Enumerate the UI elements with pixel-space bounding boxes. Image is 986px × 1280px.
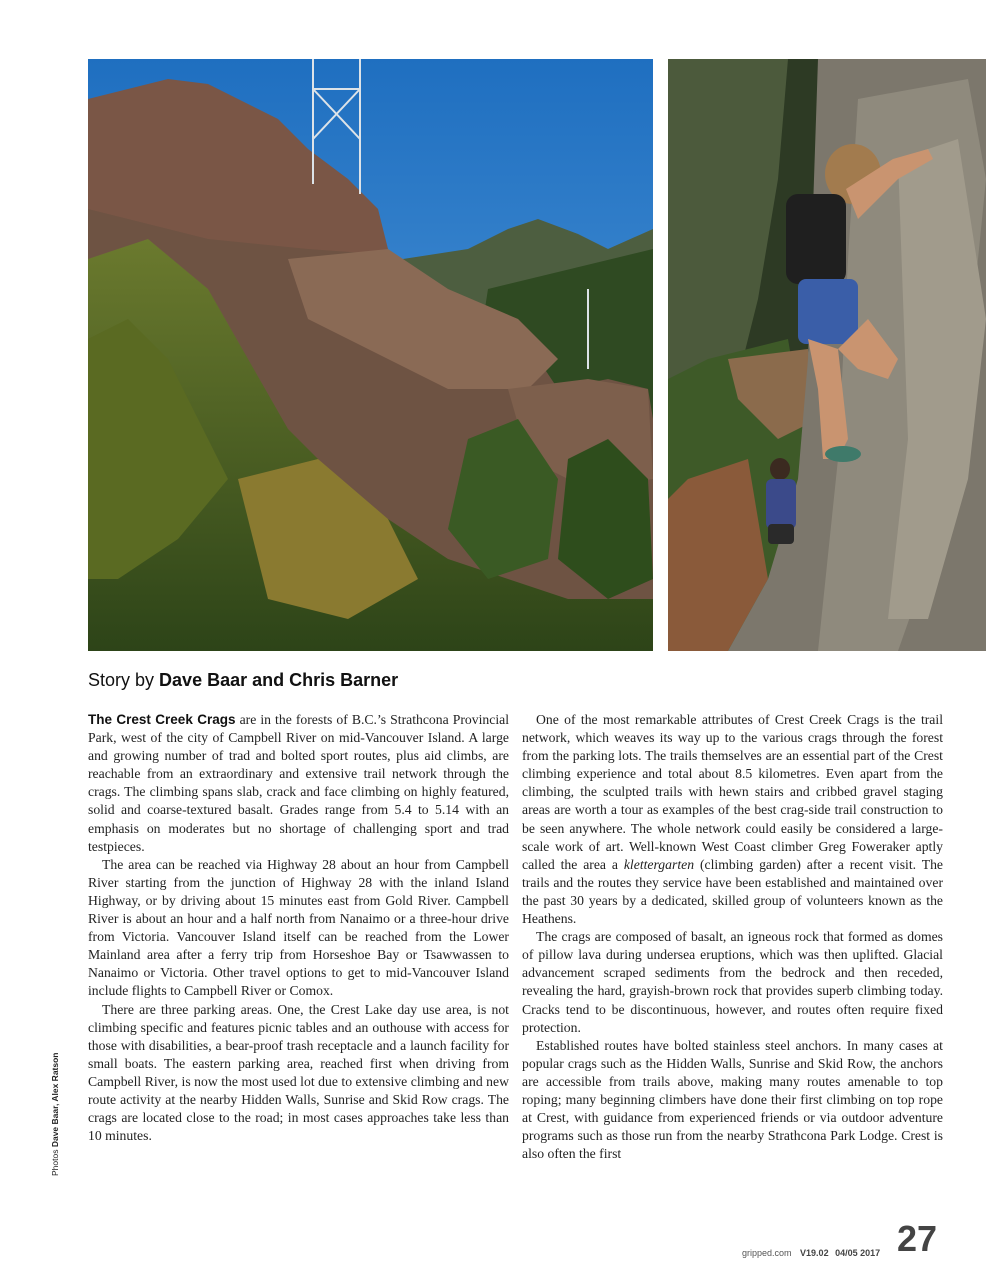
byline-prefix: Story by	[88, 670, 155, 690]
article-paragraph	[522, 711, 943, 928]
page-number: 27	[897, 1218, 938, 1259]
paragraph-text: are in the forests of B.C.’s Strathcona Provincial Park, west of the city of Campbell River on mid-Vancouver Island. A large and growing number of trad and bolted sport routes, plus aid climbs, are reachable from an extraordinary and extensive trail network through the crags. The climbing spans slab, crack and face climbing on highly featured, solid and coarse-textured basalt. Grades range from 5.4 to 5.14 with an emphasis on moderates but no shortage of challenging sport and trad testpieces.	[88, 712, 510, 854]
byline-authors: Dave Baar and Chris Barner	[159, 670, 399, 690]
italic-term: klettergarten	[623, 856, 695, 872]
article-lead: The Crest Creek Crags	[88, 712, 236, 727]
article-paragraph: Established routes have bolted stainless steel anchors. In many cases at popular crags such as the Hidden Walls, Sunrise and Skid Row, the anchors are accessible from trails above, making many routes amenable to top roping; many beginning climbers have done their first climbing on top rope at Crest, with guidance from experienced friends or via outdoor adventure programs such as those run from the nearby Strathcona Park Lodge. Crest is also often the first	[522, 1037, 943, 1162]
footer-site: gripped.com	[742, 1248, 792, 1258]
paragraph-text: One of the most remarkable attributes of Crest Creek Crags is the trail network, which weaves its way up to the various crags through the forest from the parking lots. The trails themselves are an essential part of the Crest climbing experience and total about 8.5 kilometres. Even apart from the climbing, the sculpted trails with hewn stairs and cribbed gravel staging areas are worth a tour as examples of the best crag-side trail construction to be seen anywhere. The whole network could easily be considered a large-scale work of art. Well-known West Coast climber Greg Foweraker aptly called the area a	[522, 712, 943, 872]
sunrise-area-photo	[88, 59, 653, 651]
article-paragraph	[88, 711, 509, 856]
sunrise-crag-photo-icon	[88, 59, 653, 651]
article-column-left	[88, 711, 509, 1145]
page-footer	[742, 1248, 880, 1258]
paragraph-text: (climbing garden) after a recent visit. The trails and the routes they service have been established and maintained over the past 30 years by a dedicated, skilled group of volunteers known as the Heathens.	[522, 856, 943, 927]
credit-label: Photos	[50, 1149, 60, 1176]
footer-date: 04/05 2017	[835, 1248, 881, 1258]
credit-names: Dave Baar, Alex Ratson	[50, 1052, 60, 1148]
climber-on-basalt-photo-icon	[668, 59, 986, 651]
photo-credit	[50, 1053, 60, 1177]
article-paragraph: There are three parking areas. One, the Crest Lake day use area, is not climbing specific and features picnic tables and an outhouse with access for those with disabilities, a bear-proof trash receptacle and a launch facility for small boats. The eastern parking area, reached first when driving from Campbell River, is now the most used lot due to extensive climbing and new route activity at the nearby Hidden Walls, Sunrise and Skid Row crags. The crags are located close to the road; in most cases approaches take less than 10 minutes.	[88, 1001, 509, 1144]
article-column-right	[522, 711, 943, 1163]
article-paragraph: The area can be reached via Highway 28 about an hour from Campbell River starting from the junction of Highway 28 with the inland Island Highway, or by driving about 15 minutes east from Gold River. Campbell River is about an hour and a half north from Nanaimo or a three-hour drive from Victoria. Vancouver Island itself can be reached from the Lower Mainland area after a ferry trip from Horseshoe Bay or Tsawwassen to Nanaimo or Victoria. Other travel options to get to mid-Vancouver Island include flights to Campbell River or Comox.	[88, 856, 509, 999]
climber-photo	[668, 59, 986, 651]
article-paragraph: The crags are composed of basalt, an igneous rock that formed as domes of pillow lava during undersea eruptions, which was then uplifted. Glacial advancement scraped sediments from the bedrock and then receded, revealing the hard, grayish-brown rock that provides superb climbing today. Cracks tend to be discontinuous, however, and routes often require fixed protection.	[522, 929, 943, 1035]
byline	[88, 670, 398, 691]
footer-issue: V19.02	[800, 1248, 829, 1258]
